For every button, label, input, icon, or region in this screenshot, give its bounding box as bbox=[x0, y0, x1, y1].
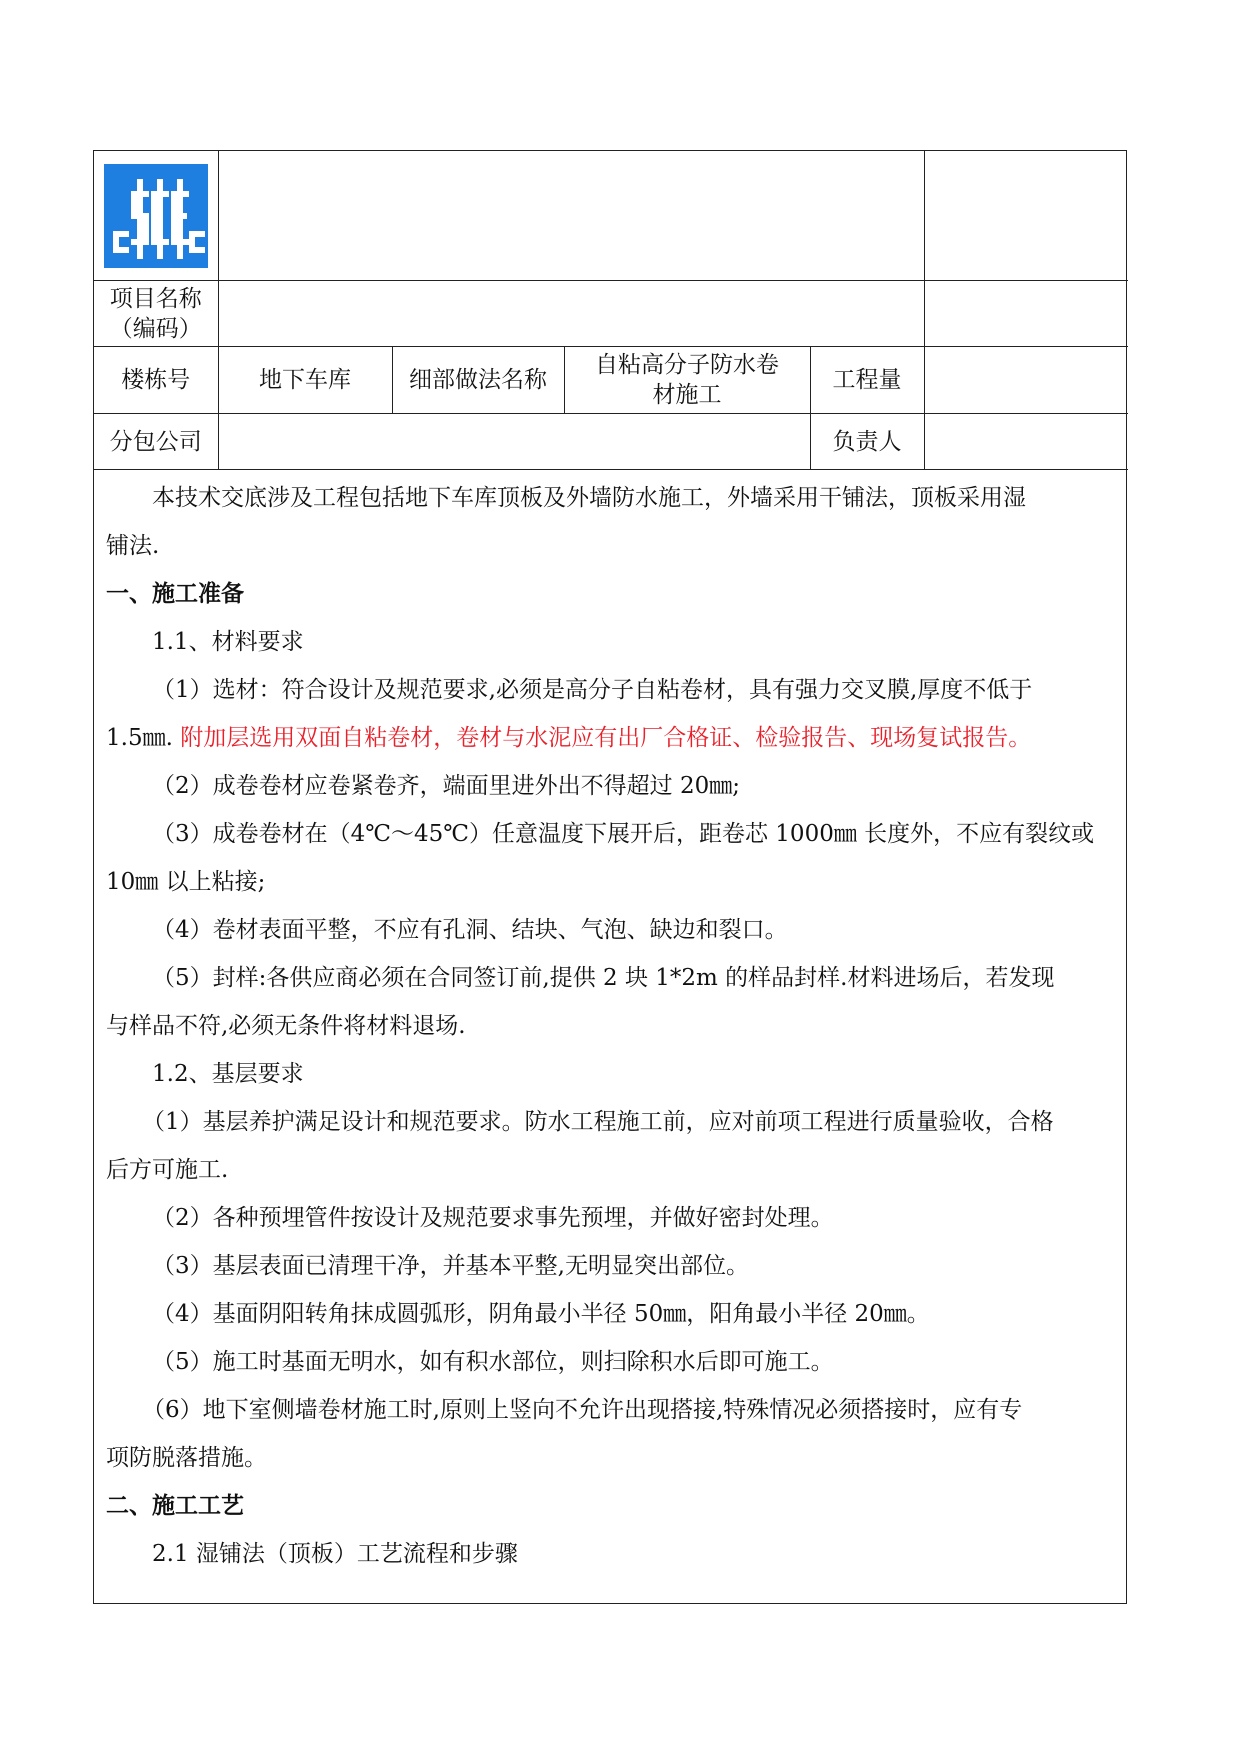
content-body bbox=[94, 469, 1126, 1603]
material-1-line1: （1）选材：符合设计及规范要求,必须是高分子自粘卷材，具有强力交叉膜,厚度不低于 bbox=[152, 677, 1033, 703]
material-4: （4）卷材表面平整，不应有孔洞、结块、气泡、缺边和裂口。 bbox=[152, 917, 788, 943]
building-value: 地下车库 bbox=[218, 347, 392, 414]
subsection-1-1-title: 1.1、材料要求 bbox=[152, 629, 304, 655]
project-name-label bbox=[94, 281, 218, 347]
quantity-value bbox=[924, 347, 1128, 414]
base-5: （5）施工时基面无明水，如有积水部位，则扫除积水后即可施工。 bbox=[152, 1349, 834, 1375]
building-label: 楼栋号 bbox=[94, 347, 218, 414]
material-1-line2 bbox=[106, 714, 1114, 762]
base-1-line2: 后方可施工. bbox=[106, 1157, 229, 1183]
quantity-label: 工程量 bbox=[810, 347, 924, 414]
project-name-label-line1: 项目名称 bbox=[109, 285, 202, 312]
detail-value bbox=[564, 347, 810, 414]
base-2: （2）各种预埋管件按设计及规范要求事先预埋，并做好密封处理。 bbox=[152, 1205, 834, 1231]
detail-label: 细部做法名称 bbox=[392, 347, 564, 414]
base-1-line1: （1）基层养护满足设计和规范要求。防水工程施工前，应对前项工程进行质量验收，合格 bbox=[142, 1109, 1054, 1135]
header-table bbox=[94, 151, 1128, 470]
base-3: （3）基层表面已清理干净，并基本平整,无明显突出部位。 bbox=[152, 1253, 749, 1279]
project-name-label-line2: （编码） bbox=[109, 315, 202, 342]
top-right-cell bbox=[924, 151, 1128, 281]
detail-value-line2: 材施工 bbox=[652, 382, 722, 408]
base-4: （4）基面阴阳转角抹成圆弧形，阴角最小半径 50㎜，阳角最小半径 20㎜。 bbox=[152, 1301, 930, 1327]
base-6-line2: 项防脱落措施。 bbox=[106, 1445, 267, 1471]
project-name-extra bbox=[924, 281, 1128, 347]
document-sheet bbox=[93, 150, 1127, 1604]
detail-value-line1: 自粘高分子防水卷 bbox=[595, 352, 779, 378]
title-cell bbox=[218, 151, 924, 281]
logo-cell bbox=[94, 151, 218, 281]
material-3-line1: （3）成卷卷材在（4℃～45℃）任意温度下展开后，距卷芯 1000㎜ 长度外，不应有裂纹或 bbox=[152, 821, 1095, 847]
material-5-line2: 与样品不符,必须无条件将材料退场. bbox=[106, 1013, 466, 1039]
section-2-title: 二、施工工艺 bbox=[106, 1492, 244, 1519]
subcontractor-value bbox=[218, 414, 810, 470]
project-name-value bbox=[218, 281, 924, 347]
subsection-1-2-title: 1.2、基层要求 bbox=[152, 1061, 304, 1087]
base-6-line1: （6）地下室侧墙卷材施工时,原则上竖向不允许出现搭接,特殊情况必须搭接时，应有专 bbox=[142, 1397, 1023, 1423]
material-1-line2-black: 1.5㎜. bbox=[106, 725, 173, 751]
cscec-logo-icon bbox=[104, 164, 208, 268]
subsection-2-1-title: 2.1 湿铺法（顶板）工艺流程和步骤 bbox=[152, 1541, 518, 1567]
intro-line1: 本技术交底涉及工程包括地下车库顶板及外墙防水施工，外墙采用干铺法，顶板采用湿 bbox=[152, 485, 1026, 511]
material-3-line2: 10㎜ 以上粘接; bbox=[106, 869, 266, 895]
cscec-logo bbox=[104, 164, 208, 268]
intro-line2: 铺法. bbox=[106, 533, 160, 559]
material-2: （2）成卷卷材应卷紧卷齐，端面里进外出不得超过 20㎜; bbox=[152, 773, 740, 799]
material-1-line2-red: 附加层选用双面自粘卷材，卷材与水泥应有出厂合格证、检验报告、现场复试报告。 bbox=[180, 725, 1032, 751]
responsible-value bbox=[924, 414, 1128, 470]
material-5-line1: （5）封样:各供应商必须在合同签订前,提供 2 块 1*2m 的样品封样.材料进场后，若发现 bbox=[152, 965, 1055, 991]
section-1-title: 一、施工准备 bbox=[106, 580, 244, 607]
responsible-label: 负责人 bbox=[810, 414, 924, 470]
subcontractor-label: 分包公司 bbox=[94, 414, 218, 470]
